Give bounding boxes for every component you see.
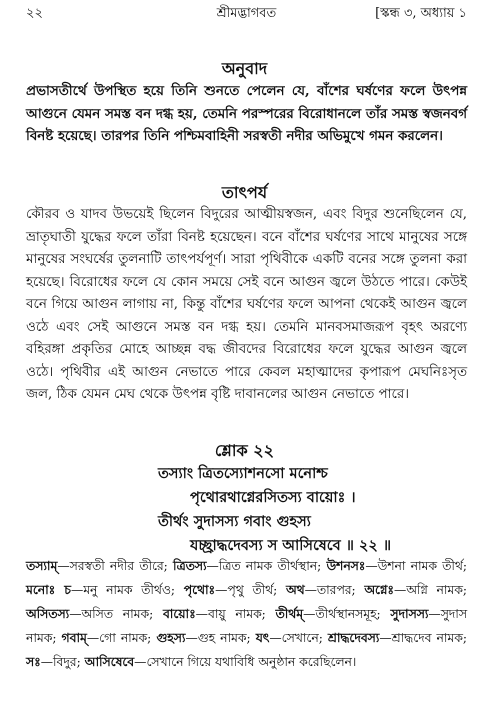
synonym-entry: বায়োঃ—বায়ু নামক; [162, 606, 266, 621]
synonym-meaning: ত্রিত নামক তীর্থস্থান; [218, 559, 322, 573]
synonym-meaning: গুহ নামক; [197, 631, 251, 645]
synonym-word: বায়োঃ [162, 606, 196, 621]
synonym-word: গুহস্য [156, 630, 186, 645]
purport-heading: তাৎপর্য [221, 183, 268, 202]
translation-text: প্রভাসতীর্থে উপস্থিত হয়ে তিনি শুনতে পেলেন যে, বাঁশের ঘর্ষণের ফলে উৎপন্ন আগুনে যেমন সমস্ত বন দগ্ধ হয়, তেমনি পরস্পরের বিরোধানলে তাঁর সমস্ত স্বজনবর্গ বিনষ্ট হয়েছে। তারপর তিনি পশ্চিমবাহিনী সরস্বতী নদীর অভিমুখে গমন করলেন। [26, 83, 467, 144]
synonyms-block [26, 554, 467, 674]
page-header [26, 4, 467, 26]
synonym-entry: সুদাসস্য—সুদাস নামক; [26, 606, 467, 645]
synonym-word: তীর্থম্ [275, 606, 304, 621]
verse-text [0, 462, 489, 558]
synonym-word: সুদাসস্য [390, 606, 429, 621]
verse-heading: শ্লোক ২২ [214, 441, 275, 460]
synonym-word: আসিষেবে [84, 654, 135, 669]
synonym-meaning: বায়ু নামক; [207, 607, 266, 621]
synonym-entry: অগ্নেঃ—অগ্নি নামক; [364, 582, 467, 597]
synonym-word: সঃ [26, 654, 41, 669]
synonym-meaning: সুদাস নামক; [26, 607, 467, 645]
synonym-meaning: গো নামক; [99, 631, 152, 645]
verse-line: তীর্থং সুদাসস্য গবাং গুহস্য [158, 513, 311, 530]
synonym-meaning: মনু নামক তীর্থও; [83, 583, 176, 597]
synonym-meaning: সেখানে গিয়ে যথাবিধি অনুষ্ঠান করেছিলেন। [146, 655, 357, 669]
synonym-meaning: শ্রাদ্ধদেব নামক; [391, 631, 467, 645]
synonym-word: অসিতস্য [26, 606, 70, 621]
synonym-meaning: সরস্বতী নদীর তীরে; [69, 559, 168, 573]
synonym-word: শ্রাদ্ধদেবস্য [327, 630, 380, 645]
page-number: ২২ [26, 6, 43, 21]
synonym-meaning: সেখানে; [281, 631, 323, 645]
purport-text: কৌরব ও যাদব উভয়েই ছিলেন বিদুরের আত্মীয়স্বজন, এবং বিদুর শুনেছিলেন যে, ভ্রাতৃঘাতী যুদ্ধের ফলে তাঁরা বিনষ্ট হয়েছেন। বনে বাঁশের ঘর্ষণের সাথে মানুষের সঙ্গে মানুষের সংঘর্ষের তুলনাটি তাৎপর্যপূর্ণ। সারা পৃথিবীকে একটি বনের সঙ্গে তুলনা করা হয়েছে। বিরোধের ফলে যে কোন সময়ে সেই বনে আগুন জ্বলে উঠতে পারে। কেউই বনে গিয়ে আগুন লাগায় না, কিন্তু বাঁশের ঘর্ষণের ফলে আপনা থেকেই আগুন জ্বলে ওঠে এবং সেই আগুনে সমস্ত বন দগ্ধ হয়। তেমনি মানবসমাজরূপ বৃহৎ অরণ্যে বহিরঙ্গা প্রকৃতির মোহে আচ্ছন্ন বদ্ধ জীবদের বিরোধের ফলে যুদ্ধের আগুন জ্বলে ওঠে। পৃথিবীর এই আগুন নেভাতে পারে কেবল মহাত্মাদের কৃপারূপ মেঘনিঃসৃত জল, ঠিক যেমন মেঘ থেকে উৎপন্ন বৃষ্টি দাবানলের আগুন নেভাতে পারে। [26, 207, 467, 402]
synonym-entry: ত্রিতস্য—ত্রিত নামক তীর্থস্থান; [173, 558, 322, 573]
synonym-word: মনোঃ চ [26, 582, 71, 597]
synonym-entry: শ্রাদ্ধদেবস্য—শ্রাদ্ধদেব নামক; [327, 630, 467, 645]
verse-line: পৃথোরথাগ্নেরসিতস্য বায়োঃ । [190, 489, 356, 506]
synonym-meaning: পৃথু তীর্থ; [227, 583, 278, 597]
chapter-reference: [স্কন্ধ ৩, অধ্যায় ১ [375, 6, 467, 21]
synonym-word: পৃথোঃ [183, 582, 216, 597]
synonym-entry: অথ—তারপর; [285, 582, 356, 597]
synonym-word: অগ্নেঃ [364, 582, 394, 597]
synonym-word: ত্রিতস্য [173, 558, 207, 573]
synonym-meaning: তারপর; [316, 583, 356, 597]
synonym-word: যৎ [255, 630, 270, 645]
synonym-entry: গবাম্—গো নামক; [61, 630, 152, 645]
synonym-word: তস্যাম্ [26, 558, 58, 573]
synonym-meaning: অসিত নামক; [81, 607, 154, 621]
synonym-meaning: বিদুর; [52, 655, 81, 669]
synonym-meaning: তীর্থস্থানসমূহ; [315, 607, 381, 621]
synonym-entry: মনোঃ চ—মনু নামক তীর্থও; [26, 582, 176, 597]
synonym-entry: আসিষেবে—সেখানে গিয়ে যথাবিধি অনুষ্ঠান করেছিলেন। [84, 654, 357, 669]
verse-line: যচ্ছ্রাদ্ধদেবস্য স আসিষেবে ॥ ২২ ॥ [190, 537, 392, 554]
synonym-entry: পৃথোঃ—পৃথু তীর্থ; [183, 582, 278, 597]
synonym-word: গবাম্ [61, 630, 87, 645]
verse-line: তস্যাং ত্রিতস্যোশনসো মনোশ্চ [158, 465, 328, 482]
synonym-meaning: অগ্নি নামক; [406, 583, 467, 597]
synonym-word: উশনসঃ [326, 558, 366, 573]
synonym-entry: তীর্থম্—তীর্থস্থানসমূহ; [275, 606, 381, 621]
running-title: শ্রীমদ্ভাগবত [216, 6, 277, 21]
synonym-entry: গুহস্য—গুহ নামক; [156, 630, 251, 645]
translation-heading: অনুবাদ [221, 59, 268, 78]
synonym-meaning: উশনা নামক তীর্থ; [377, 559, 468, 573]
synonym-entry: যৎ—সেখানে; [255, 630, 323, 645]
synonym-entry: অসিতস্য—অসিত নামক; [26, 606, 154, 621]
synonym-entry: সঃ—বিদুর; [26, 654, 81, 669]
synonym-word: অথ [285, 582, 305, 597]
synonym-entry: তস্যাম্—সরস্বতী নদীর তীরে; [26, 558, 168, 573]
synonym-entry: উশনসঃ—উশনা নামক তীর্থ; [326, 558, 468, 573]
